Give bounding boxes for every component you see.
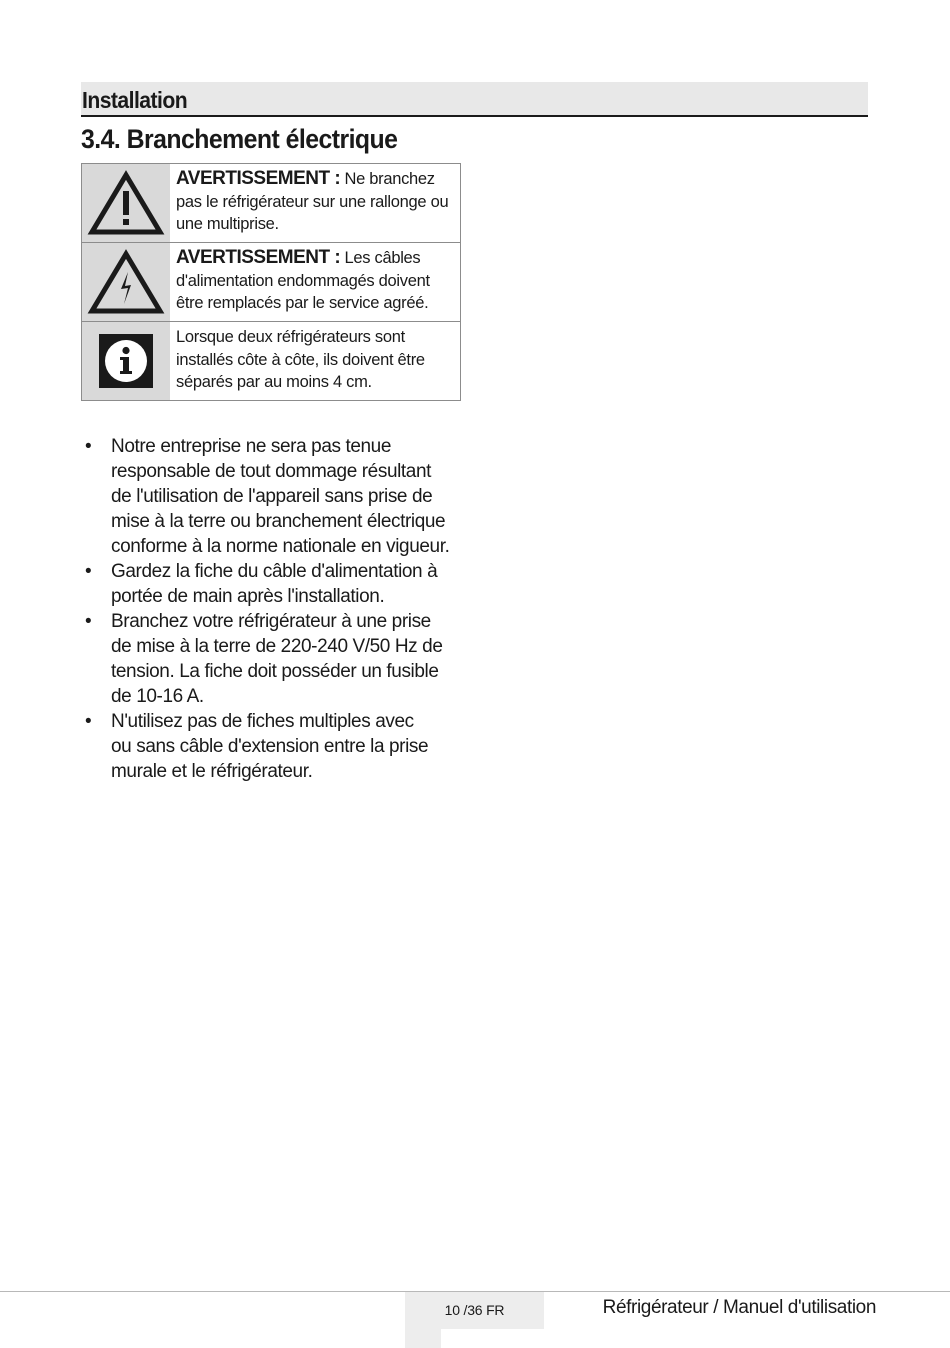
notice-text: [170, 164, 460, 242]
warning-triangle-icon: [82, 164, 170, 242]
notice-row: [82, 242, 460, 321]
list-item: [81, 709, 461, 784]
bullet-icon: •: [85, 611, 92, 632]
notice-table: [81, 163, 461, 401]
section-title: Installation: [82, 87, 188, 113]
list-item-text: Notre entreprise ne sera pas tenue responsable de tout dommage résultant de l'utilisation de l'appareil sans prise de mise à la terre ou branchement électrique conforme à la norme nationale en vigueur.: [111, 436, 450, 557]
notice-body: Ne branchez pas le réfrigérateur sur une rallonge ou une multiprise.: [176, 170, 449, 233]
page-title: 3.4. Branchement électrique: [81, 124, 398, 154]
footer-title: Réfrigérateur / Manuel d'utilisation: [602, 1297, 876, 1318]
list-item-text: Gardez la fiche du câble d'alimentation à portée de main après l'installation.: [111, 561, 438, 607]
info-icon: [82, 322, 170, 400]
page-tab-decoration: [405, 1329, 441, 1348]
page-number: 10 /36 FR: [444, 1302, 505, 1318]
notice-text: [170, 322, 460, 400]
list-item: [81, 559, 461, 609]
notice-text: [170, 243, 460, 321]
warning-label: AVERTISSEMENT :: [176, 168, 341, 189]
notice-row: [82, 321, 460, 400]
warning-label: AVERTISSEMENT :: [176, 247, 341, 268]
electric-hazard-icon: [82, 243, 170, 321]
bullet-list: [81, 434, 461, 784]
notice-body: Lorsque deux réfrigérateurs sont installés côte à côte, ils doivent être séparés par au moins 4 cm.: [176, 328, 425, 391]
bullet-icon: •: [85, 436, 92, 457]
page-number-box: [405, 1292, 544, 1329]
notice-body: Les câbles d'alimentation endommagés doivent être remplacés par le service agréé.: [176, 249, 430, 312]
list-item-text: Branchez votre réfrigérateur à une prise de mise à la terre de 220-240 V/50 Hz de tension. La fiche doit posséder un fusible de 10-16 A.: [111, 611, 443, 707]
notice-row: [82, 164, 460, 242]
bullet-icon: •: [85, 561, 92, 582]
section-header-bar: [81, 82, 868, 117]
list-item: [81, 434, 461, 559]
list-item-text: N'utilisez pas de fiches multiples avec ou sans câble d'extension entre la prise murale et le réfrigérateur.: [111, 711, 429, 782]
bullet-icon: •: [85, 711, 92, 732]
list-item: [81, 609, 461, 709]
